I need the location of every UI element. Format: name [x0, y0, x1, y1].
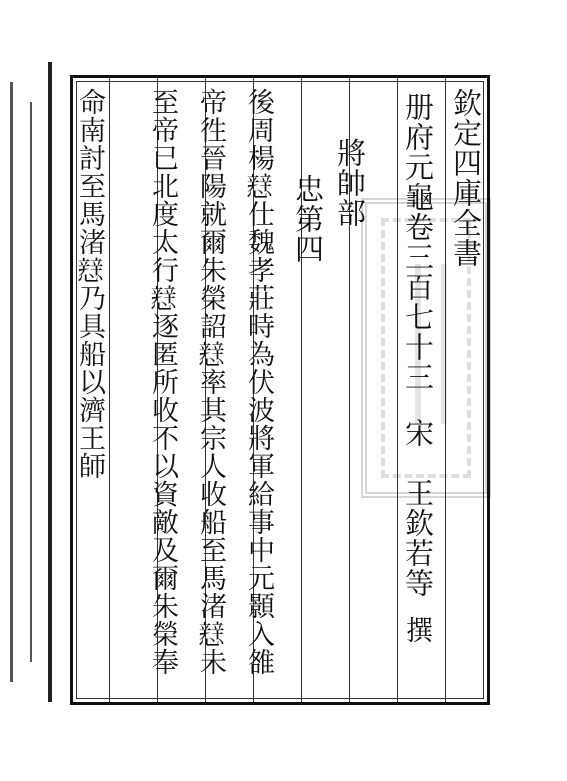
column-rule: [301, 78, 302, 702]
section-subcategory: 忠第四: [291, 174, 325, 264]
column-rule: [397, 78, 398, 702]
author-name: 王欽若等: [401, 478, 435, 598]
facing-page-edge: [0, 62, 60, 712]
body-line: 命南討至馬渚𢣑乃具船以濟王師: [74, 88, 105, 480]
column-rule: [109, 78, 110, 702]
column-rule: [445, 78, 446, 702]
section-category: 將帥部: [333, 138, 367, 228]
book-title: 册府元龜卷三百七十三: [401, 92, 435, 392]
dynasty-label: 宋: [401, 418, 435, 448]
page-frame: [70, 75, 490, 705]
body-line: 至帝已北度太行𢣑逐匿所收不以資敵及爾朱榮奉: [147, 88, 178, 676]
body-line: 後周楊𢣑仕魏孝莊時為伏波將軍給事中元顥入雒: [243, 88, 274, 676]
body-line: 帝徃晉陽就爾朱榮詔𢣑率其宗人收船至馬渚𢣑未: [195, 88, 226, 676]
collection-title: 欽定四庫全書: [449, 88, 483, 268]
author-suffix: 撰: [401, 616, 432, 644]
